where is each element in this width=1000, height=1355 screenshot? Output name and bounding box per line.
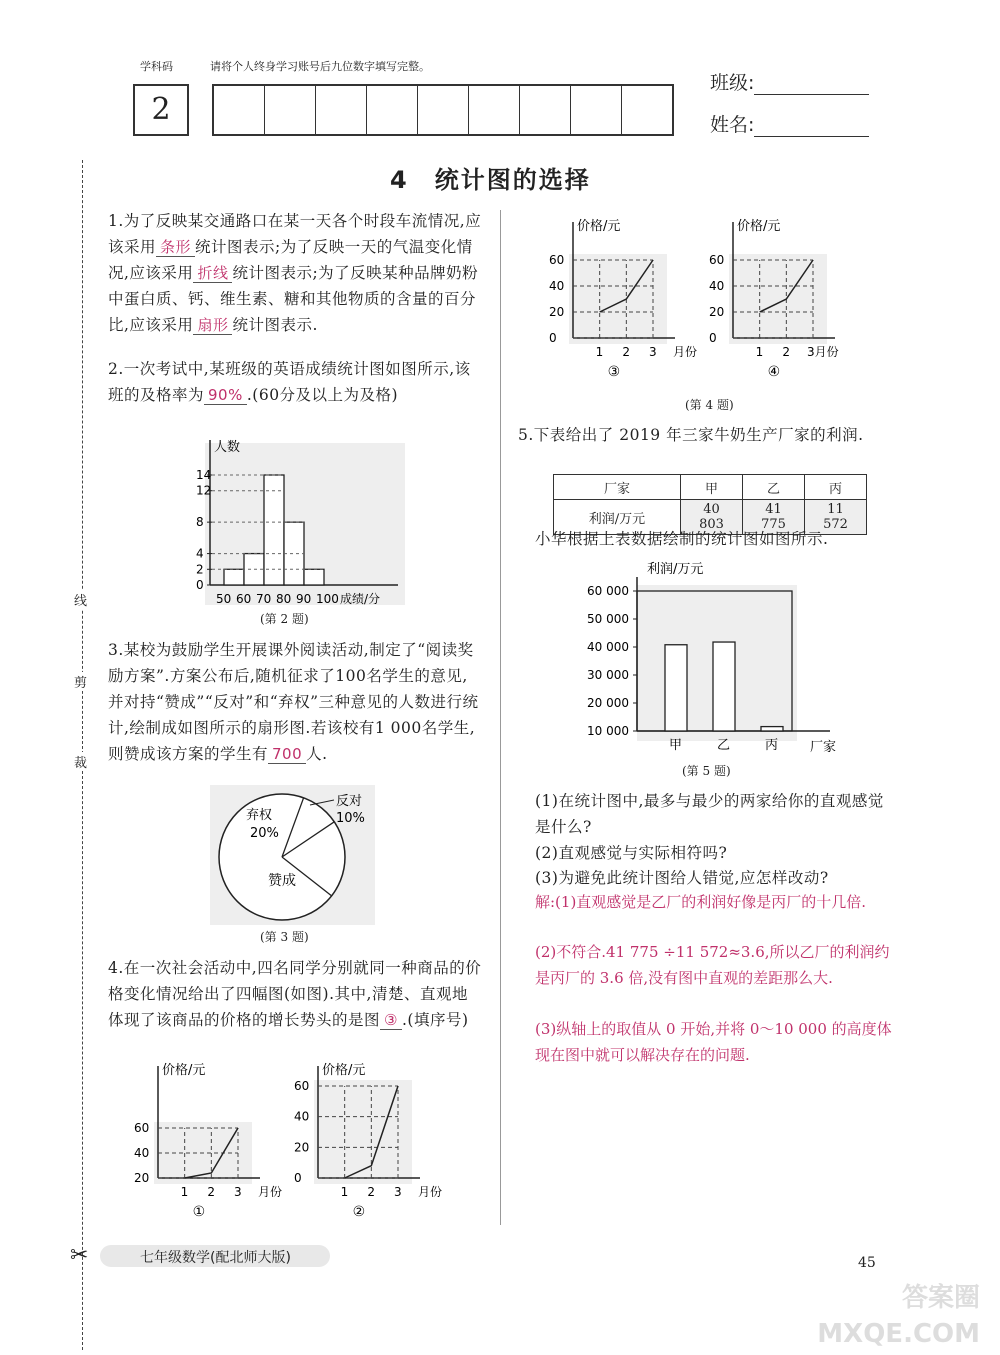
y-tick-label: 20 [134, 1171, 150, 1185]
y-axis-label: 价格/元 [577, 219, 621, 234]
chart-bg [729, 254, 827, 344]
y-tick-label: 20 [549, 305, 565, 319]
x-tick-label: 2 [367, 1185, 375, 1199]
digit-box[interactable] [265, 86, 316, 134]
y-tick-label: 60 [134, 1121, 150, 1135]
x-axis-label: 月份 [673, 345, 698, 359]
digit-box[interactable] [418, 86, 469, 134]
figure-label: ③ [607, 364, 621, 380]
class-field[interactable]: 班级: [710, 68, 869, 95]
y-tick-label: 60 [709, 253, 725, 267]
profit-bar [713, 642, 735, 731]
x-tick-label: 1 [755, 345, 764, 359]
histogram-bar [304, 569, 324, 585]
x-tick-label: 50 [216, 592, 232, 606]
y-tick-label: 60 [549, 253, 565, 267]
histogram-bar [264, 475, 284, 585]
x-tick-label: 2 [782, 345, 790, 359]
answer-1b: 折线 [193, 264, 232, 283]
account-digit-boxes[interactable] [212, 84, 674, 136]
page-number: 45 [858, 1255, 876, 1271]
table-cell: 丙 [805, 475, 867, 500]
y-tick-label: 20 [294, 1140, 310, 1155]
x-tick-label: 1 [180, 1185, 189, 1199]
profit-bar [761, 727, 783, 731]
y-tick-label: 10 000 [587, 724, 629, 738]
page-title: 4 统计图的选择 [390, 166, 591, 194]
table-cell: 11 572 [805, 500, 867, 535]
figure-label: ④ [767, 364, 781, 380]
question-5-text: 小华根据上表数据绘制的统计图如图所示. [535, 530, 829, 548]
digit-box[interactable] [520, 86, 571, 134]
answer-4: ③ [380, 1011, 402, 1030]
watermark: 答案圈 MXQE.COM [817, 1283, 980, 1349]
line-chart-① [134, 1062, 282, 1220]
question-3: 3.某校为鼓励学生开展课外阅读活动,制定了“阅读奖励方案”.方案公布后,随机征求了100名学生的意见,并对持“赞成”“反对”和“弃权”三种意见的人数进行统计,绘制成如图所示的扇形图.若该校有1 000名学生,则赞成该方案的学生有 700 人. [108, 641, 479, 763]
table-cell: 40 803 [681, 500, 743, 535]
line-chart-③ [549, 218, 697, 380]
y-tick-label: 40 [709, 279, 725, 293]
y-tick-label: 0 [196, 578, 204, 592]
y-tick-label: 60 000 [587, 584, 629, 598]
pie-pct-abstain: 20% [250, 826, 279, 841]
book-title: 七年级数学(配北师大版) [140, 1250, 291, 1266]
name-field[interactable]: 姓名: [710, 110, 869, 137]
answer-1c: 扇形 [193, 316, 232, 335]
x-axis-label: 月份 [258, 1185, 283, 1199]
subject-code-label: 学科码 [140, 60, 173, 73]
answer-3: 700 [268, 745, 306, 764]
solution-1: 解:(1)直观感觉是乙厂的利润好像是丙厂的十几倍. [535, 893, 867, 911]
x-tick-label: 甲 [669, 738, 683, 753]
chart-bg [314, 1080, 412, 1184]
question-5-sub2: (2)直观感觉与实际相符吗? [535, 844, 728, 862]
caption-q2: (第 2 题) [260, 612, 309, 626]
caption-q3: (第 3 题) [260, 930, 309, 944]
pie-label-abstain: 弃权 [246, 808, 273, 823]
y-tick-label: 40 [549, 279, 565, 293]
x-tick-label: 2 [207, 1185, 215, 1199]
answer-2: 90% [204, 386, 247, 405]
x-tick-label: 100 [316, 592, 339, 606]
histogram-bar [224, 569, 244, 585]
cut-line-char: 裁 [74, 752, 87, 771]
instruction-text: 请将个人终身学习账号后九位数字填写完整。 [210, 60, 430, 73]
x-tick-label: 丙 [765, 738, 779, 753]
chart-bg [569, 254, 667, 344]
x-tick-label: 70 [256, 592, 272, 606]
line-chart-④ [709, 218, 839, 380]
pie-label-against: 反对 [336, 794, 363, 809]
y-tick-label: 4 [196, 546, 204, 561]
y-tick-label: 40 [134, 1146, 150, 1160]
pie-label-for: 赞成 [268, 873, 296, 889]
table-cell: 乙 [743, 475, 805, 500]
y-axis-label: 价格/元 [322, 1063, 366, 1078]
y-tick-label: 40 [294, 1109, 310, 1124]
cut-line-char: 线 [74, 590, 87, 609]
caption-q4: (第 4 题) [685, 398, 734, 412]
x-tick-label: 3 [234, 1185, 242, 1199]
digit-box[interactable] [469, 86, 520, 134]
figure-label: ② [352, 1204, 366, 1220]
digit-box[interactable] [367, 86, 418, 134]
y-tick-label: 2 [196, 562, 204, 577]
x-tick-label: 90 [296, 592, 312, 606]
digit-box[interactable] [316, 86, 367, 134]
line-charts-1-2 [130, 1058, 470, 1226]
x-tick-label: 3 [649, 345, 657, 359]
x-axis-label: 3月份 [807, 345, 839, 359]
bar-chart-q5 [585, 555, 845, 755]
line-charts-3-4 [545, 212, 885, 392]
column-divider [500, 210, 501, 1225]
digit-box[interactable] [622, 86, 672, 134]
line-chart-② [294, 1062, 442, 1220]
digit-box[interactable] [214, 86, 265, 134]
y-tick-label: 8 [196, 515, 204, 530]
y-tick-label: 14 [196, 468, 212, 482]
figure-label: ① [192, 1204, 206, 1220]
subject-code-box: 2 [133, 84, 189, 136]
y-tick-label: 0 [709, 331, 717, 345]
table-cell: 41 775 [743, 500, 805, 535]
x-tick-label: 乙 [717, 738, 731, 753]
solution-3: (3)纵轴上的取值从 0 开始,并将 0～10 000 的高度体现在图中就可以解决存在的问题. [535, 1020, 892, 1064]
question-5-sub1: (1)在统计图中,最多与最少的两家给你的直观感觉是什么? [535, 792, 884, 836]
y-axis-label: 人数 [214, 440, 241, 455]
y-tick-label: 0 [549, 331, 557, 345]
y-axis-label: 价格/元 [162, 1063, 206, 1078]
y-tick-label: 0 [294, 1171, 302, 1185]
question-4: 4.在一次社会活动中,四名同学分别就同一种商品的价格变化情况给出了四幅图(如图).其中,清楚、直观地体现了该商品的价格的增长势头的是图 ③ .(填序号) [108, 959, 482, 1029]
x-tick-label: 80 [276, 592, 292, 606]
x-tick-label: 2 [622, 345, 630, 359]
question-2: 2.一次考试中,某班级的英语成绩统计图如图所示,该班的及格率为 90% .(60分及以上为及格) [108, 360, 471, 404]
profit-bar [665, 645, 687, 731]
scissors-icon: ✂ [70, 1243, 89, 1268]
y-tick-label: 50 000 [587, 612, 629, 626]
pie-pct-against: 10% [336, 811, 365, 826]
y-tick-label: 40 000 [587, 640, 629, 654]
y-tick-label: 60 [294, 1079, 310, 1093]
y-axis-label: 利润/万元 [647, 562, 704, 577]
question-1: 1.为了反映某交通路口在某一天各个时段车流情况,应该采用 条形 统计图表示;为了反映一天的气温变化情况,应该采用 折线 统计图表示;为了反映某种品牌奶粉中蛋白质、钙、维生素、糖和其他物质的含量的百分比,应该采用 扇形 统计图表示. [108, 212, 482, 334]
table-cell: 利润/万元 [554, 500, 681, 535]
question-5-sub3: (3)为避免此统计图给人错觉,应怎样改动? [535, 869, 829, 887]
caption-q5: (第 5 题) [682, 764, 731, 778]
x-axis-label: 月份 [418, 1185, 443, 1199]
y-tick-label: 12 [196, 483, 212, 498]
question-5-intro: 5.下表给出了 2019 年三家牛奶生产厂家的利润. [518, 426, 864, 444]
y-tick-label: 20 000 [587, 696, 629, 710]
y-axis-label: 价格/元 [737, 219, 781, 234]
cut-line-char: 剪 [74, 672, 87, 691]
pie-chart-q3 [210, 785, 375, 925]
y-tick-label: 30 000 [587, 668, 629, 682]
histogram-q2 [190, 435, 410, 607]
x-tick-label: 1 [595, 345, 604, 359]
y-tick-label: 20 [709, 305, 725, 319]
digit-box[interactable] [571, 86, 622, 134]
table-cell: 厂家 [554, 475, 681, 500]
solution-2: (2)不符合.41 775 ÷11 572≈3.6,所以乙厂的利润约是丙厂的 3.6 倍,没有图中直观的差距那么大. [535, 943, 890, 987]
x-tick-label: 1 [340, 1185, 349, 1199]
x-tick-label: 60 [236, 592, 252, 606]
x-axis-label: 成绩/分 [340, 592, 381, 606]
answer-1a: 条形 [156, 238, 195, 257]
table-header-row [554, 475, 867, 500]
table-cell: 甲 [681, 475, 743, 500]
x-axis-label: 厂家 [810, 740, 837, 755]
x-tick-label: 3 [394, 1185, 402, 1199]
